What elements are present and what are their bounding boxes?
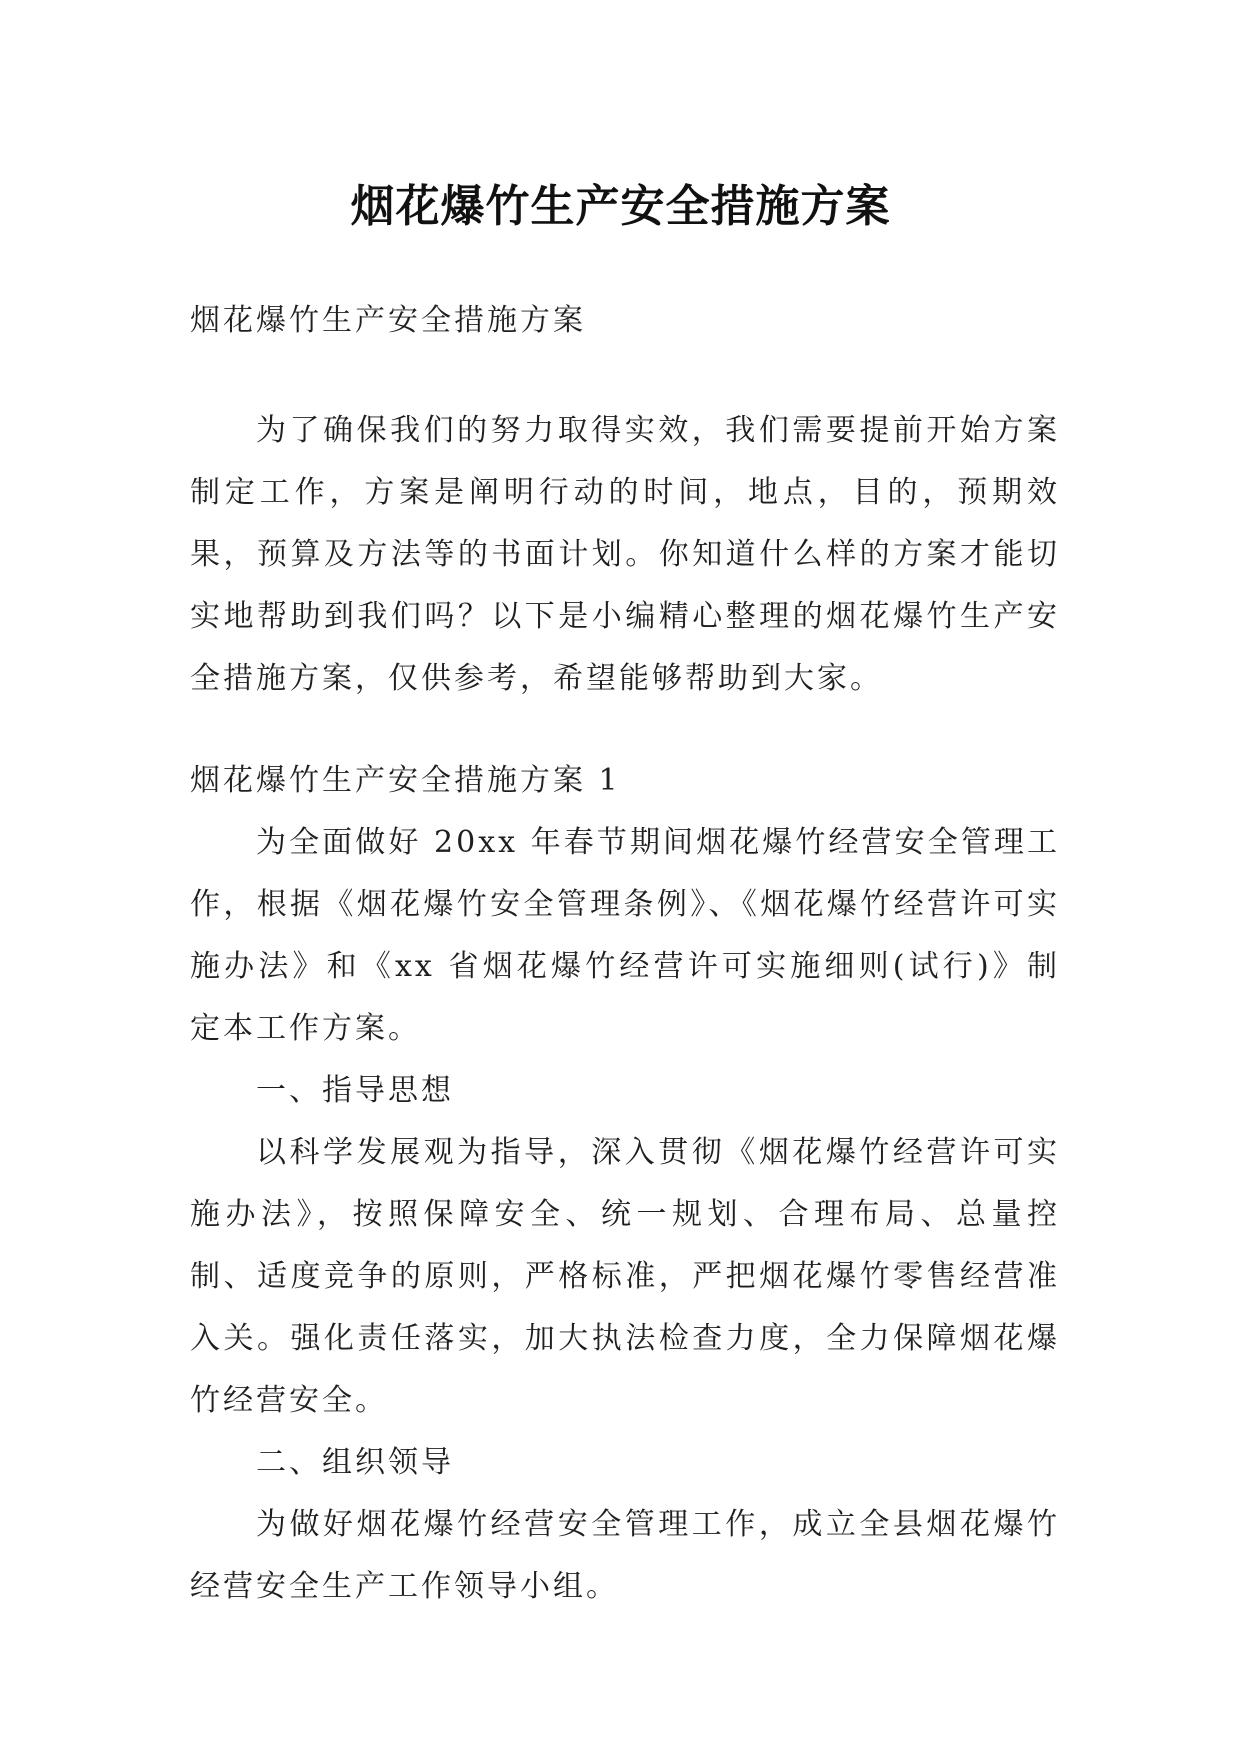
section-paragraph-1: 为全面做好 20xx 年春节期间烟花爆竹经营安全管理工作，根据《烟花爆竹安全管理条例》、《烟花爆竹经营许可实施办法》和《xx 省烟花爆竹经营许可实施细则(试行)》制定本工作方案。 bbox=[190, 825, 1060, 1046]
subheading-leadership: 二、组织领导 bbox=[256, 1445, 454, 1480]
document-title: 烟花爆竹生产安全措施方案 bbox=[350, 181, 891, 233]
document-subtitle bbox=[190, 290, 1060, 352]
section-1 bbox=[190, 750, 1060, 1618]
intro-paragraph: 为了确保我们的努力取得实效，我们需要提前开始方案制定工作，方案是阐明行动的时间，地点，目的，预期效果，预算及方法等的书面计划。你知道什么样的方案才能切实地帮助到我们吗？以下是小编精心整理的烟花爆竹生产安全措施方案，仅供参考，希望能够帮助到大家。 bbox=[190, 413, 1060, 696]
section-heading: 烟花爆竹生产安全措施方案 1 bbox=[190, 763, 621, 798]
subheading-guiding-ideology: 一、指导思想 bbox=[256, 1073, 454, 1108]
section-paragraph-3: 为做好烟花爆竹经营安全管理工作，成立全县烟花爆竹经营安全生产工作领导小组。 bbox=[190, 1507, 1060, 1604]
subtitle-text: 烟花爆竹生产安全措施方案 bbox=[190, 303, 586, 338]
section-paragraph-2: 以科学发展观为指导，深入贯彻《烟花爆竹经营许可实施办法》，按照保障安全、统一规划、合理布局、总量控制、适度竞争的原则，严格标准，严把烟花爆竹零售经营准入关。强化责任落实，加大执法检查力度，全力保障烟花爆竹经营安全。 bbox=[190, 1135, 1060, 1418]
intro-block bbox=[190, 400, 1060, 710]
